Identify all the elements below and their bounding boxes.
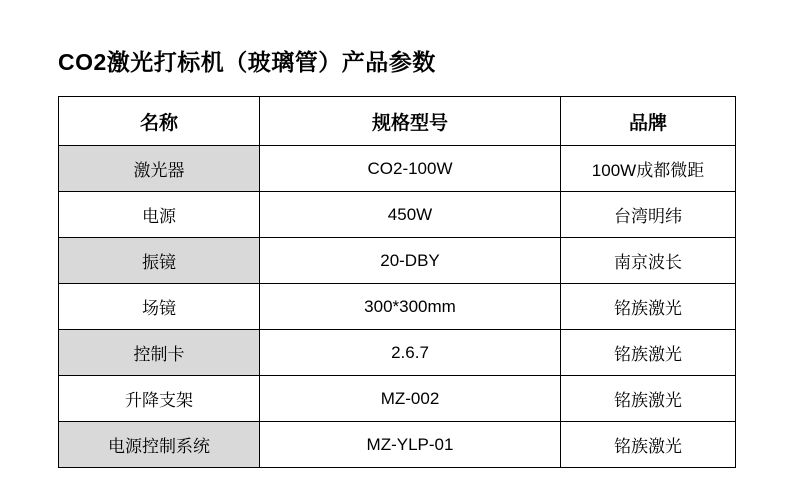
cell-model: 450W <box>260 192 561 238</box>
table-row <box>59 284 736 330</box>
cell-brand: 100W成都微距 <box>561 146 736 192</box>
cell-model: MZ-YLP-01 <box>260 422 561 468</box>
cell-name: 振镜 <box>59 238 260 284</box>
cell-brand: 台湾明纬 <box>561 192 736 238</box>
product-specs-table <box>58 96 736 468</box>
cell-name: 电源 <box>59 192 260 238</box>
table-body <box>59 146 736 468</box>
table-row <box>59 330 736 376</box>
page-title: CO2激光打标机（玻璃管）产品参数 <box>58 49 436 75</box>
cell-brand: 铭族激光 <box>561 376 736 422</box>
table-header <box>59 97 736 146</box>
cell-name: 控制卡 <box>59 330 260 376</box>
cell-name: 升降支架 <box>59 376 260 422</box>
cell-model: MZ-002 <box>260 376 561 422</box>
cell-brand: 南京波长 <box>561 238 736 284</box>
cell-name: 电源控制系统 <box>59 422 260 468</box>
column-header-brand: 品牌 <box>561 97 736 146</box>
column-header-model: 规格型号 <box>260 97 561 146</box>
table-row <box>59 422 736 468</box>
table-header-row <box>59 97 736 146</box>
cell-model: 2.6.7 <box>260 330 561 376</box>
cell-name: 场镜 <box>59 284 260 330</box>
cell-brand: 铭族激光 <box>561 422 736 468</box>
cell-brand: 铭族激光 <box>561 284 736 330</box>
table-row <box>59 376 736 422</box>
cell-model: 300*300mm <box>260 284 561 330</box>
table-row <box>59 146 736 192</box>
table-row <box>59 192 736 238</box>
column-header-name: 名称 <box>59 97 260 146</box>
cell-model: 20-DBY <box>260 238 561 284</box>
table-row <box>59 238 736 284</box>
cell-brand: 铭族激光 <box>561 330 736 376</box>
cell-model: CO2-100W <box>260 146 561 192</box>
cell-name: 激光器 <box>59 146 260 192</box>
